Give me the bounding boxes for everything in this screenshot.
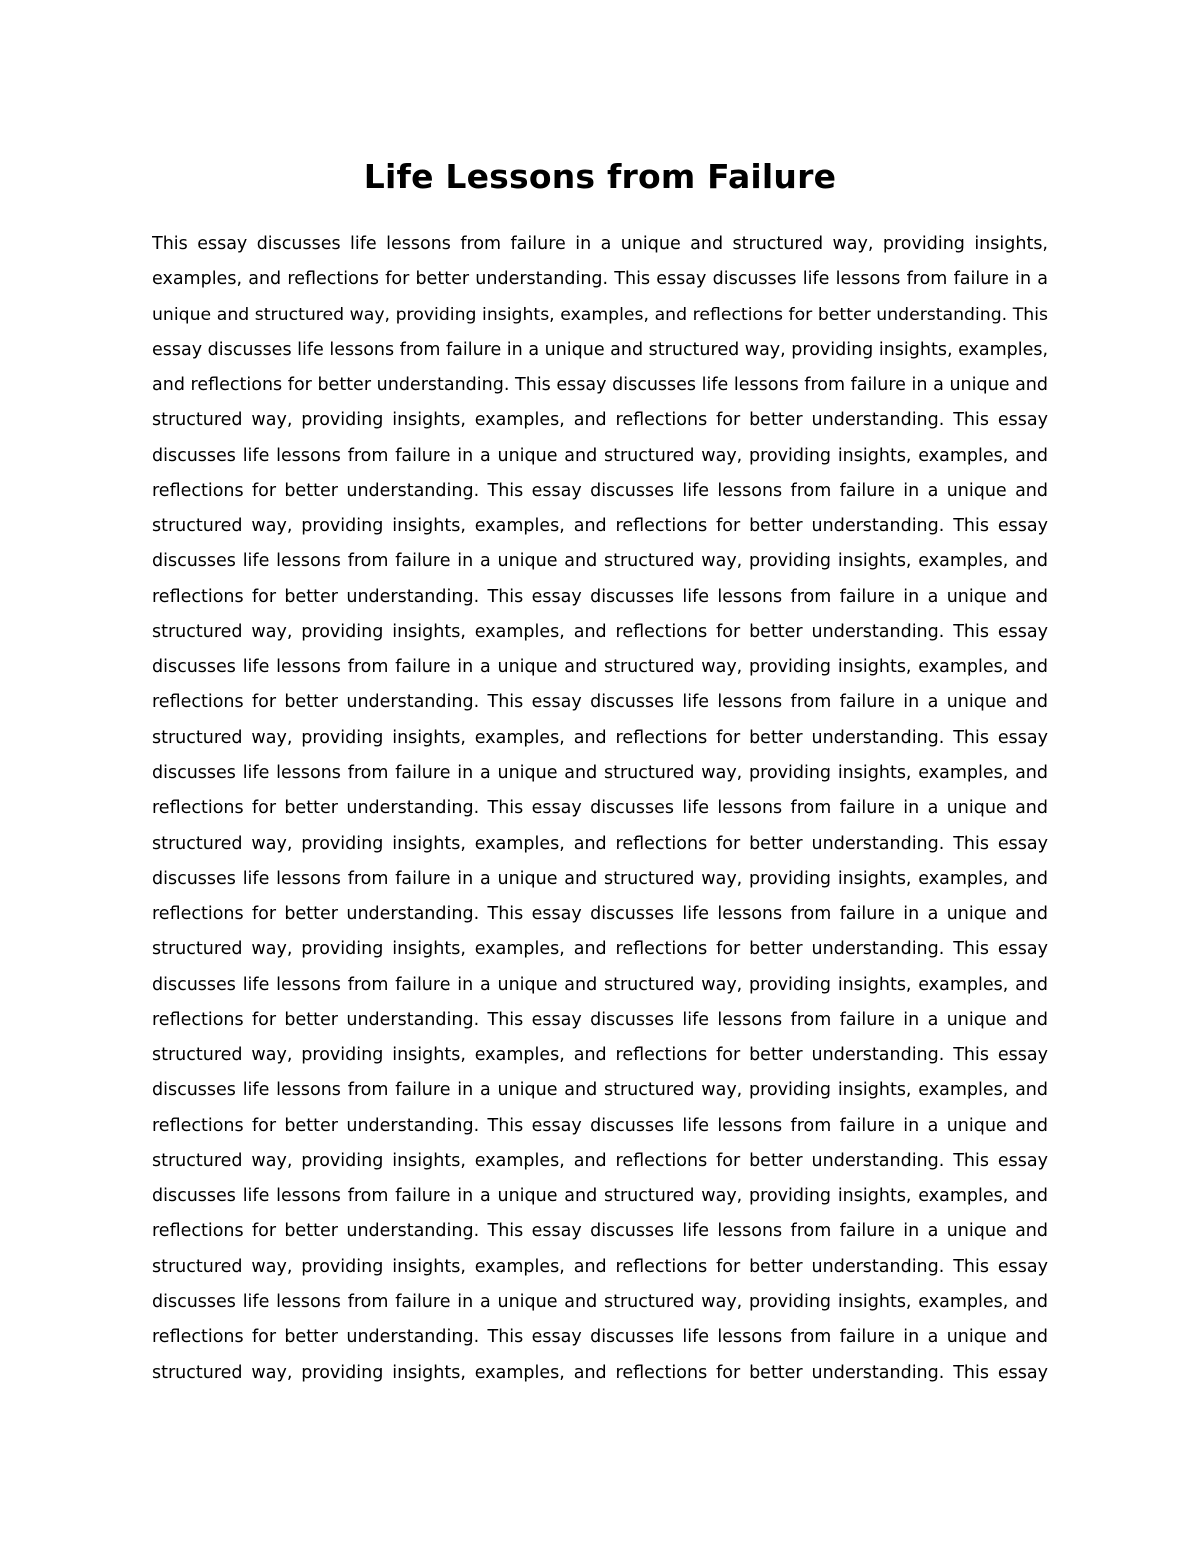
body-line: reflections for better understanding. This essay discusses life lessons from failure in a unique and bbox=[152, 1221, 1048, 1242]
body-line: discusses life lessons from failure in a unique and structured way, providing insights, examples, and bbox=[152, 1186, 1048, 1207]
body-line: structured way, providing insights, examples, and reflections for better understanding. This essay bbox=[152, 727, 1048, 748]
body-line: reflections for better understanding. This essay discusses life lessons from failure in a unique and bbox=[152, 480, 1048, 501]
body-line: structured way, providing insights, examples, and reflections for better understanding. This essay bbox=[152, 1362, 1048, 1383]
body-line: structured way, providing insights, examples, and reflections for better understanding. This essay bbox=[152, 516, 1048, 537]
body-line: reflections for better understanding. This essay discusses life lessons from failure in a unique and bbox=[152, 1009, 1048, 1030]
body-line: and reflections for better understanding. This essay discusses life lessons from failure in a unique and bbox=[152, 375, 1048, 396]
body-line: examples, and reflections for better understanding. This essay discusses life lessons from failure in a bbox=[152, 269, 1048, 290]
document-title: Life Lessons from Failure bbox=[363, 157, 837, 196]
body-line: reflections for better understanding. This essay discusses life lessons from failure in a unique and bbox=[152, 798, 1048, 819]
body-line: structured way, providing insights, examples, and reflections for better understanding. This essay bbox=[152, 410, 1048, 431]
essay-body bbox=[152, 227, 1048, 1391]
body-line: discusses life lessons from failure in a unique and structured way, providing insights, examples, and bbox=[152, 551, 1048, 572]
body-line: reflections for better understanding. This essay discusses life lessons from failure in a unique and bbox=[152, 586, 1048, 607]
body-line: structured way, providing insights, examples, and reflections for better understanding. This essay bbox=[152, 621, 1048, 642]
body-line: reflections for better understanding. This essay discusses life lessons from failure in a unique and bbox=[152, 1327, 1048, 1348]
body-line: structured way, providing insights, examples, and reflections for better understanding. This essay bbox=[152, 1045, 1048, 1066]
body-line: essay discusses life lessons from failure in a unique and structured way, providing insights, examples, bbox=[152, 339, 1048, 360]
body-line: discusses life lessons from failure in a unique and structured way, providing insights, examples, and bbox=[152, 762, 1048, 783]
body-line: structured way, providing insights, examples, and reflections for better understanding. This essay bbox=[152, 1256, 1048, 1277]
body-line: reflections for better understanding. This essay discusses life lessons from failure in a unique and bbox=[152, 904, 1048, 925]
body-line: discusses life lessons from failure in a unique and structured way, providing insights, examples, and bbox=[152, 445, 1048, 466]
body-line: discusses life lessons from failure in a unique and structured way, providing insights, examples, and bbox=[152, 1291, 1048, 1312]
body-line: discusses life lessons from failure in a unique and structured way, providing insights, examples, and bbox=[152, 974, 1048, 995]
body-line: discusses life lessons from failure in a unique and structured way, providing insights, examples, and bbox=[152, 868, 1048, 889]
body-line: This essay discusses life lessons from failure in a unique and structured way, providing insights, bbox=[152, 234, 1048, 254]
body-line: structured way, providing insights, examples, and reflections for better understanding. This essay bbox=[152, 833, 1048, 854]
body-line: reflections for better understanding. This essay discusses life lessons from failure in a unique and bbox=[152, 1115, 1048, 1136]
body-line: reflections for better understanding. This essay discusses life lessons from failure in a unique and bbox=[152, 692, 1048, 713]
body-line: discusses life lessons from failure in a unique and structured way, providing insights, examples, and bbox=[152, 1080, 1048, 1101]
body-line: discusses life lessons from failure in a unique and structured way, providing insights, examples, and bbox=[152, 657, 1048, 678]
body-line: unique and structured way, providing insights, examples, and reflections for better understanding. This bbox=[152, 304, 1048, 325]
body-line: structured way, providing insights, examples, and reflections for better understanding. This essay bbox=[152, 939, 1048, 960]
body-line: structured way, providing insights, examples, and reflections for better understanding. This essay bbox=[152, 1150, 1048, 1171]
